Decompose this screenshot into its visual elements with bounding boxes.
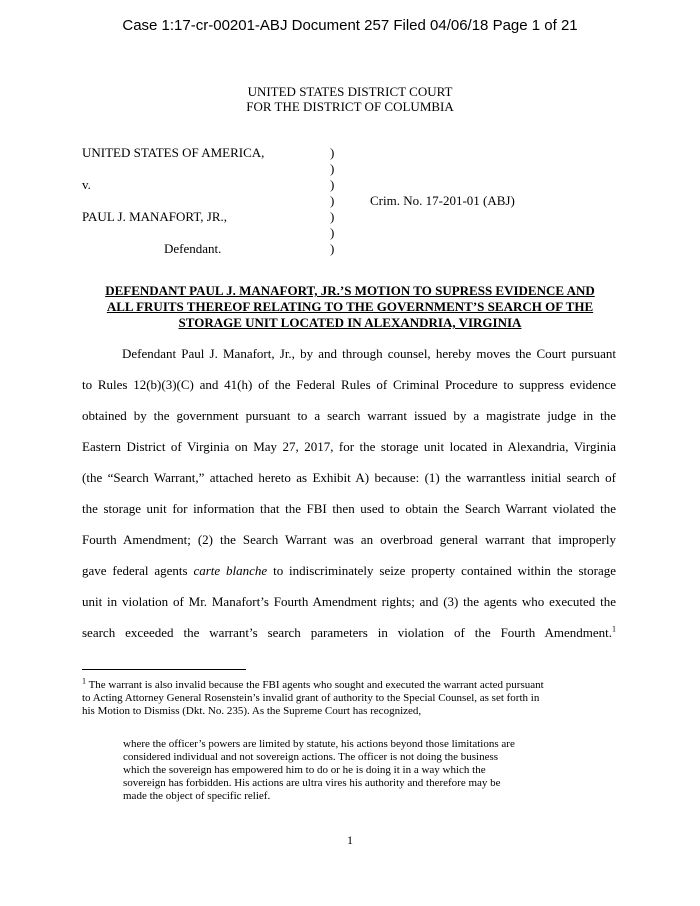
caption-versus: v. [82, 177, 91, 192]
footnote-line: his Motion to Dismiss (Dkt. No. 235). As the Supreme Court has recognized, [82, 705, 422, 717]
footnote-divider [82, 669, 246, 670]
quote-line: which the sovereign has empowered him to do or he is doing it in a way which the [123, 764, 486, 776]
caption-paren: ) [330, 161, 335, 176]
footnote-line [82, 676, 622, 692]
caption-row [82, 177, 642, 193]
caption-paren: ) [330, 145, 335, 160]
caption-row [82, 225, 642, 241]
body-line: Defendant Paul J. Manafort, Jr., by and through counsel, hereby moves the Court pursuant [122, 346, 616, 361]
body-line: to Rules 12(b)(3)(C) and 41(h) of the Federal Rules of Criminal Procedure to suppress evidence [82, 377, 616, 392]
caption-row [82, 145, 642, 161]
footnote-block-quote [123, 738, 578, 803]
caption-row [82, 209, 642, 225]
motion-title-line: ALL FRUITS THEREOF RELATING TO THE GOVERNMENT’S SEARCH OF THE [106, 299, 594, 314]
body-line [82, 625, 616, 641]
footnote-line: to Acting Attorney General Rosenstein’s invalid grant of authority to the Special Counsel, as set forth in [82, 692, 540, 704]
court-district-line: FOR THE DISTRICT OF COLUMBIA [246, 99, 454, 114]
caption-paren: ) [330, 193, 335, 208]
caption-paren: ) [330, 241, 335, 256]
motion-title-line: DEFENDANT PAUL J. MANAFORT, JR.’S MOTION TO SUPRESS EVIDENCE AND [105, 283, 595, 298]
caption-plaintiff: UNITED STATES OF AMERICA, [82, 145, 265, 160]
body-line: the storage unit for information that the FBI then used to obtain the Search Warrant violated the [82, 501, 616, 516]
quote-line: sovereign has forbidden. His actions are ultra vires his authority and therefore may be [123, 777, 501, 789]
caption-row [82, 193, 642, 209]
court-name-line: UNITED STATES DISTRICT COURT [247, 84, 453, 99]
court-heading [0, 84, 700, 114]
body-line: Eastern District of Virginia on May 27, 2017, for the storage unit located in Alexandria, Virginia [82, 439, 616, 454]
body-text: to indiscriminately seize property contained within the storage [267, 563, 616, 578]
footnote [82, 676, 622, 718]
body-line: obtained by the government pursuant to a search warrant issued by a magistrate judge in the [82, 408, 616, 423]
body-line: Fourth Amendment; (2) the Search Warrant was an overbroad general warrant that improperly [82, 532, 616, 547]
body-line: unit in violation of Mr. Manafort’s Fourth Amendment rights; and (3) the agents who executed the [82, 594, 616, 609]
quote-line: considered individual and not sovereign actions. The officer is not doing the business [123, 751, 499, 763]
body-text: search exceeded the warrant’s search parameters in violation of the Fourth Amendment. [82, 625, 612, 640]
body-line: (the “Search Warrant,” attached hereto as Exhibit A) because: (1) the warrantless initial search of [82, 470, 616, 485]
quote-line: where the officer’s powers are limited by statute, his actions beyond those limitations are [123, 738, 515, 750]
body-line [82, 563, 616, 579]
caption-row [82, 161, 642, 177]
caption-defendant-label: Defendant. [164, 241, 222, 256]
caption-paren: ) [330, 225, 335, 240]
motion-title-line: STORAGE UNIT LOCATED IN ALEXANDRIA, VIRGINIA [178, 315, 522, 330]
case-number: Crim. No. 17-201-01 (ABJ) [370, 193, 515, 208]
page-number: 1 [347, 833, 353, 847]
caption-defendant-name: PAUL J. MANAFORT, JR., [82, 209, 228, 224]
carte-blanche-italic: carte blanche [193, 563, 268, 578]
caption-paren: ) [330, 177, 335, 192]
footnote-reference[interactable]: 1 [612, 624, 616, 634]
case-header-stamp: Case 1:17-cr-00201-ABJ Document 257 Filed 04/06/18 Page 1 of 21 [122, 17, 578, 34]
body-text: gave federal agents [82, 563, 194, 578]
caption-paren: ) [330, 209, 335, 224]
footnote-marker: 1 [82, 676, 86, 686]
footnote-text: The warrant is also invalid because the FBI agents who sought and executed the warrant acted pursuant [88, 679, 544, 691]
motion-title [60, 283, 640, 331]
quote-line: made the object of specific relief. [123, 790, 271, 802]
caption-row [82, 241, 642, 257]
